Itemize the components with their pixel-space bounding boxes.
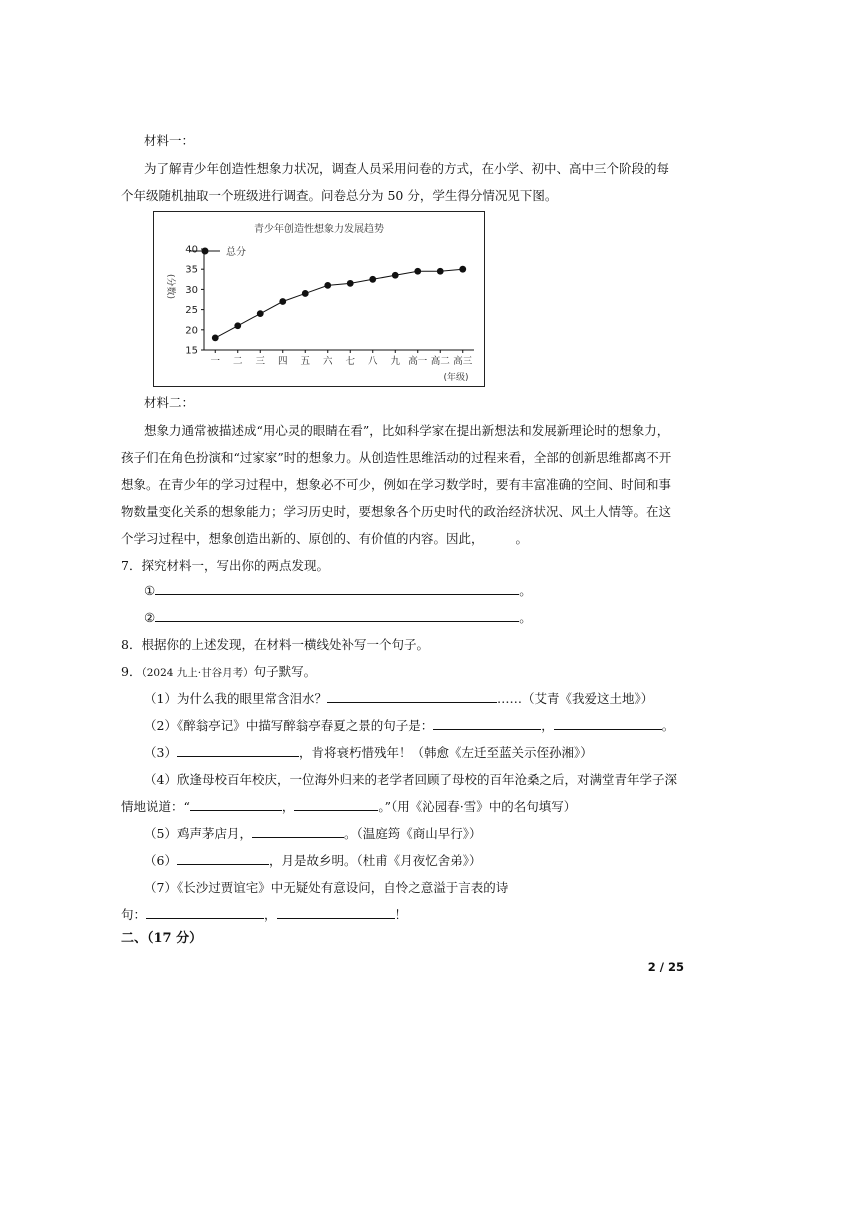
q9-s1-source: ……（艾青《我爱这土地》） <box>496 691 654 706</box>
q9-s2-blank-1[interactable] <box>433 717 541 730</box>
q9-sentence-4 <box>121 798 576 816</box>
q9-s2-prompt: （2）《醉翁亭记》中描写醉翁亭春夏之景的句子是： <box>144 718 434 733</box>
data-point <box>324 282 331 289</box>
q7-answer-row-2 <box>144 609 532 627</box>
material1-para-line2: 个年级随机抽取一个班级进行调查。问卷总分为 50 分，学生得分情况见下图。 <box>121 188 558 203</box>
chart-legend <box>190 245 246 258</box>
q9-s5-blank[interactable] <box>252 825 344 838</box>
q9-s5-source: 。（温庭筠《商山早行》） <box>343 826 482 841</box>
q9-s4-sep: ， <box>281 799 295 814</box>
q9-sentence-7 <box>121 906 407 924</box>
q9-s6-prefix: （6） <box>144 853 177 868</box>
material2-line5-text: 个学习过程中，想象创造出新的、原创的、有价值的内容。因此， <box>121 531 484 546</box>
q9-sentence-1 <box>144 690 653 708</box>
material2-end-mark: 。 <box>515 531 529 546</box>
x-tick-label: 九 <box>390 356 401 367</box>
q9-s5-prompt: （5）鸡声茅店月， <box>144 826 252 841</box>
x-tick-label: 七 <box>345 356 356 367</box>
x-tick-label: 高二 <box>430 356 450 367</box>
q9-s1-blank[interactable] <box>327 690 497 703</box>
material2-line4: 物数量变化关系的想象能力；学习历史时，要想象各个历史时代的政治经济状况、风土人情等。在这 <box>121 504 672 519</box>
q9-s2-end: 。 <box>661 718 675 733</box>
x-axis-label: (年级) <box>443 373 469 383</box>
x-tick-label: 四 <box>277 356 288 367</box>
q7-answer-2-blank[interactable] <box>155 609 519 622</box>
q9-sentence-5 <box>144 825 481 843</box>
q7-item1-marker: ① <box>144 583 156 598</box>
x-tick-label: 高一 <box>408 356 428 367</box>
q7-answer-row-1 <box>144 582 532 600</box>
chart-x-ticks <box>210 350 472 367</box>
data-point <box>392 272 399 279</box>
q9-number: 9． <box>121 664 142 679</box>
y-axis-label: (分数) <box>165 274 175 300</box>
q7-answer-1-blank[interactable] <box>155 582 519 595</box>
y-tick-label: 30 <box>185 284 198 296</box>
legend-label: 总分 <box>226 247 246 258</box>
q9-s3-prefix: （3） <box>144 745 177 760</box>
x-tick-label: 八 <box>367 356 378 367</box>
q9-s7-line1: （7）《长沙过贾谊宅》中无疑处有意设问，自怜之意溢于言表的诗 <box>144 880 509 895</box>
y-tick-label: 35 <box>185 264 198 276</box>
x-tick-label: 高三 <box>453 356 473 367</box>
q7-item2-marker: ② <box>144 610 156 625</box>
q7-item2-end: 。 <box>519 610 532 625</box>
q9-s7-sep: ， <box>264 907 277 922</box>
material2-line5 <box>121 530 528 548</box>
material1-heading: 材料一： <box>144 133 195 148</box>
q9-s4-blank-1[interactable] <box>190 798 282 811</box>
chart-y-ticks <box>185 245 204 357</box>
page-number: 2 / 25 <box>647 960 684 974</box>
x-tick-label: 一 <box>210 356 221 367</box>
data-point <box>437 268 444 275</box>
material2-line2: 孩子们在角色扮演和“过家家”时的想象力。从创造性思维活动的过程来看，全部的创新思维都离不开 <box>121 450 672 465</box>
q9-s7-blank-1[interactable] <box>146 906 264 919</box>
x-tick-label: 六 <box>322 356 333 367</box>
x-tick-label: 二 <box>232 356 243 367</box>
section-2-title: 二、（17 分） <box>121 931 203 946</box>
q9-s2-sep: ， <box>541 718 554 733</box>
data-point <box>369 276 376 283</box>
q7-stem: 7．探究材料一，写出你的两点发现。 <box>121 558 329 573</box>
y-tick-label: 15 <box>185 345 198 357</box>
q9-s7-prompt: 句： <box>121 907 147 922</box>
data-point <box>414 268 421 275</box>
q9-s6-source: ，月是故乡明。（杜甫《月夜忆舍弟》） <box>268 853 482 868</box>
q9-s2-blank-2[interactable] <box>554 717 662 730</box>
growth-chart <box>153 211 485 387</box>
data-point <box>459 266 466 273</box>
data-point <box>279 298 286 305</box>
y-tick-label: 20 <box>185 325 198 337</box>
material2-heading: 材料二： <box>144 395 195 410</box>
q9-sentence-2 <box>144 717 674 735</box>
q9-s4-blank-2[interactable] <box>294 798 378 811</box>
q9-stem-line <box>121 663 316 682</box>
y-tick-label: 25 <box>185 305 198 317</box>
chart-series <box>212 266 466 341</box>
y-tick-label: 40 <box>185 244 198 256</box>
chart-svg <box>154 212 484 386</box>
material2-line1: 想象力通常被描述成“用心灵的眼睛在看”，比如科学家在提出新想法和发展新理论时的想象力， <box>144 423 670 438</box>
x-tick-label: 三 <box>255 356 266 367</box>
data-point <box>302 290 309 297</box>
material1-para-line1: 为了解青少年创造性想象力状况，调查人员采用问卷的方式，在小学、初中、高中三个阶段的每 <box>144 161 670 176</box>
q9-s7-end: ！ <box>394 907 408 922</box>
q9-s4-source: 。”（用《沁园春·雪》中的名句填写） <box>378 799 577 814</box>
series-line-total <box>215 269 463 338</box>
data-point <box>257 310 264 317</box>
q9-sentence-6 <box>144 852 481 870</box>
q9-s3-source: ，肯将衰朽惜残年！（韩愈《左迁至蓝关示侄孙湘》） <box>298 745 593 760</box>
chart-title: 青少年创造性想象力发展趋势 <box>254 224 384 235</box>
q9-sentence-3 <box>144 744 593 762</box>
q9-s6-blank[interactable] <box>177 852 269 865</box>
q9-stem: 句子默写。 <box>253 664 317 679</box>
q9-s4-prompt: 情地说道：“ <box>121 799 190 814</box>
chart-axes <box>204 249 474 350</box>
q7-item1-end: 。 <box>519 583 532 598</box>
q8-stem: 8．根据你的上述发现，在材料一横线处补写一个句子。 <box>121 637 429 652</box>
q9-s3-blank[interactable] <box>177 744 299 757</box>
q9-s7-blank-2[interactable] <box>277 906 395 919</box>
data-point <box>234 322 241 329</box>
q9-s1-prompt: （1）为什么我的眼里常含泪水？ <box>144 691 327 706</box>
q9-source: （2024 九上·甘谷月考） <box>141 667 254 679</box>
material2-line3: 想象。在青少年的学习过程中，想象必不可少，例如在学习数学时，要有丰富准确的空间、时间和事 <box>121 477 672 492</box>
data-point <box>212 334 219 341</box>
q9-s4-line1: （4）欣逢母校百年校庆，一位海外归来的老学者回顾了母校的百年沧桑之后，对满堂青年学子深 <box>144 772 677 787</box>
x-tick-label: 五 <box>300 356 311 367</box>
data-point <box>347 280 354 287</box>
